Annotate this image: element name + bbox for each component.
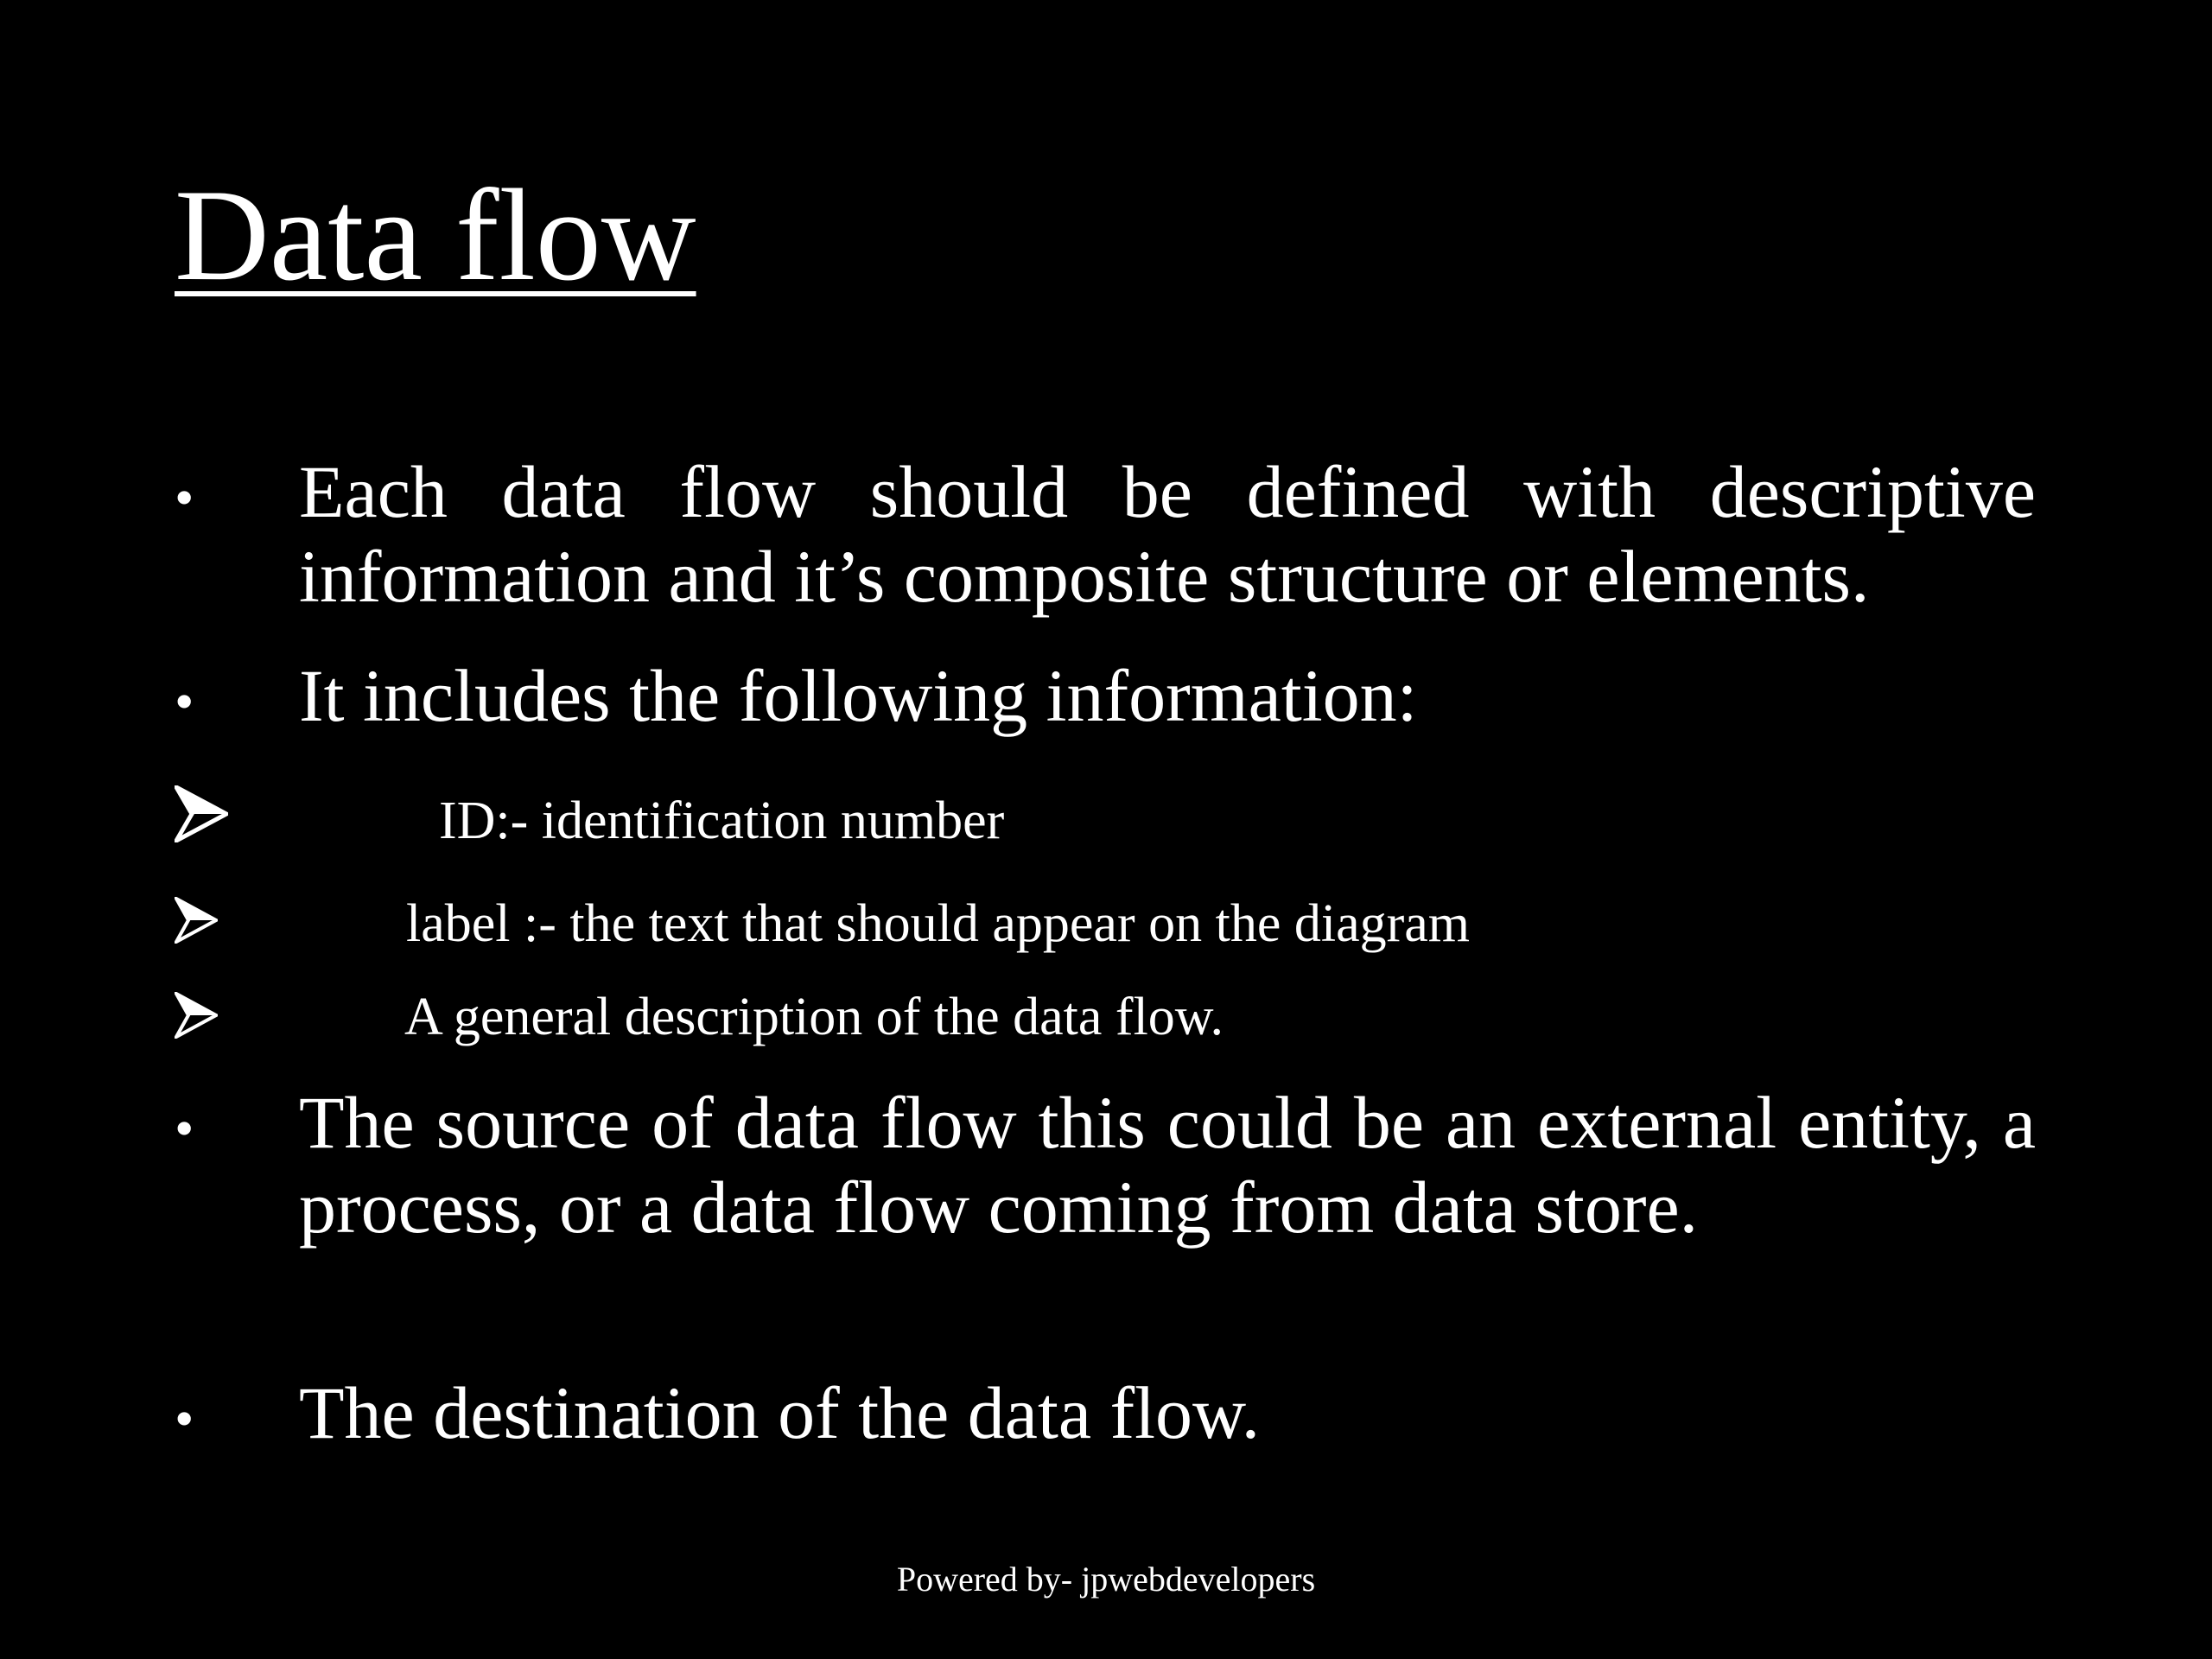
arrowhead-icon xyxy=(175,897,218,944)
footer-credit: Powered by- jpwebdevelopers xyxy=(896,1560,1316,1599)
bullet-dot: • xyxy=(175,1388,194,1449)
bullet-text-4: The destination of the data flow. xyxy=(299,1371,1261,1454)
arrowhead-icon xyxy=(175,992,218,1039)
sub-item-text-2: label :- the text that should appear on the diagram xyxy=(406,894,1470,953)
bullet-text-3: The source of data flow this could be an external entity, a process, or a data flow coming from data store. xyxy=(299,1081,2036,1249)
arrowhead-icon xyxy=(175,785,228,842)
bullet-text-2: It includes the following information: xyxy=(299,654,1418,737)
bullet-dot: • xyxy=(175,671,194,732)
bullet-text-1: Each data flow should be defined with descriptive information and it’s composite structure or elements. xyxy=(299,450,2036,618)
bullet-dot: • xyxy=(175,1097,194,1159)
sub-item-text-3: A general description of the data flow. xyxy=(404,988,1224,1046)
bullet-dot: • xyxy=(175,467,194,528)
sub-item-text-1: ID:- identification number xyxy=(439,791,1005,850)
slide-title: Data flow xyxy=(175,162,696,308)
